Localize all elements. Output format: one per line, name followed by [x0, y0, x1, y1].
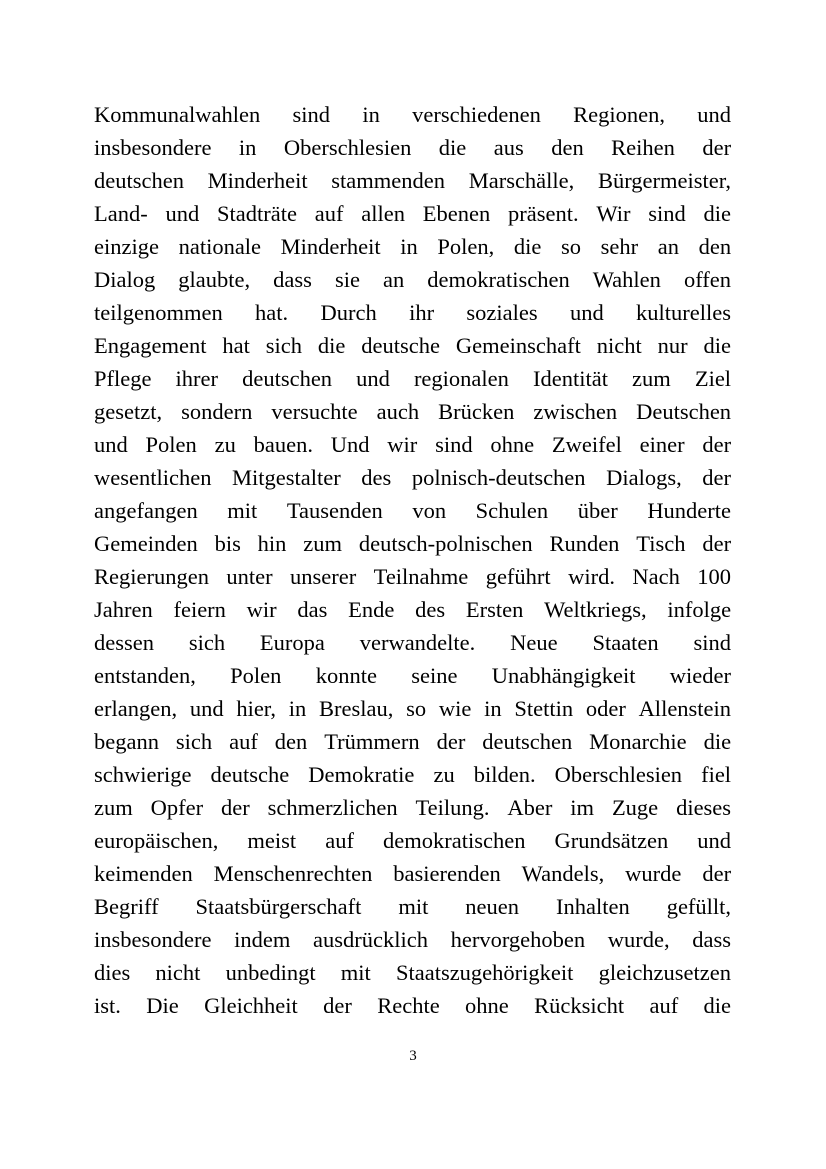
- body-line: schwierige deutsche Demokratie zu bilden. Oberschlesien fiel: [94, 762, 732, 787]
- body-line: begann sich auf den Trümmern der deutschen Monarchie die: [94, 729, 732, 754]
- body-line: einzige nationale Minderheit in Polen, die so sehr an den: [94, 234, 732, 259]
- body-line: deutschen Minderheit stammenden Marschälle, Bürgermeister,: [94, 168, 731, 193]
- body-line: angefangen mit Tausenden von Schulen über Hunderte: [94, 498, 732, 523]
- body-line: dies nicht unbedingt mit Staatszugehörigkeit gleichzusetzen: [94, 960, 732, 985]
- body-line: zum Opfer der schmerzlichen Teilung. Aber im Zuge dieses: [94, 795, 732, 820]
- body-text-block: [94, 98, 731, 1022]
- body-line: insbesondere in Oberschlesien die aus den Reihen der: [94, 135, 732, 160]
- body-line: Gemeinden bis hin zum deutsch-polnischen Runden Tisch der: [94, 531, 732, 556]
- body-line: Jahren feiern wir das Ende des Ersten Weltkriegs, infolge: [94, 597, 732, 622]
- body-line: keimenden Menschenrechten basierenden Wandels, wurde der: [94, 861, 732, 886]
- body-line: Dialog glaubte, dass sie an demokratischen Wahlen offen: [94, 267, 732, 292]
- body-line: insbesondere indem ausdrücklich hervorgehoben wurde, dass: [94, 927, 732, 952]
- body-line: dessen sich Europa verwandelte. Neue Staaten sind: [94, 630, 732, 655]
- body-line: teilgenommen hat. Durch ihr soziales und kulturelles: [94, 300, 732, 325]
- body-line: erlangen, und hier, in Breslau, so wie in Stettin oder Allenstein: [94, 696, 732, 721]
- body-line: Engagement hat sich die deutsche Gemeinschaft nicht nur die: [94, 333, 732, 358]
- body-line: Regierungen unter unserer Teilnahme geführt wird. Nach 100: [94, 564, 731, 589]
- body-line: ist. Die Gleichheit der Rechte ohne Rücksicht auf die: [94, 993, 732, 1018]
- body-line: gesetzt, sondern versuchte auch Brücken zwischen Deutschen: [94, 399, 732, 424]
- body-line: Pflege ihrer deutschen und regionalen Identität zum Ziel: [94, 366, 732, 391]
- body-line: Land- und Stadträte auf allen Ebenen präsent. Wir sind die: [94, 201, 732, 226]
- body-line: europäischen, meist auf demokratischen Grundsätzen und: [94, 828, 732, 853]
- page-number: 3: [409, 1048, 417, 1064]
- body-line: Begriff Staatsbürgerschaft mit neuen Inhalten gefüllt,: [94, 894, 732, 919]
- body-line: wesentlichen Mitgestalter des polnisch-deutschen Dialogs, der: [94, 465, 732, 490]
- body-line: und Polen zu bauen. Und wir sind ohne Zweifel einer der: [94, 432, 732, 457]
- body-line: Kommunalwahlen sind in verschiedenen Regionen, und: [94, 102, 732, 127]
- body-line: entstanden, Polen konnte seine Unabhängigkeit wieder: [94, 663, 732, 688]
